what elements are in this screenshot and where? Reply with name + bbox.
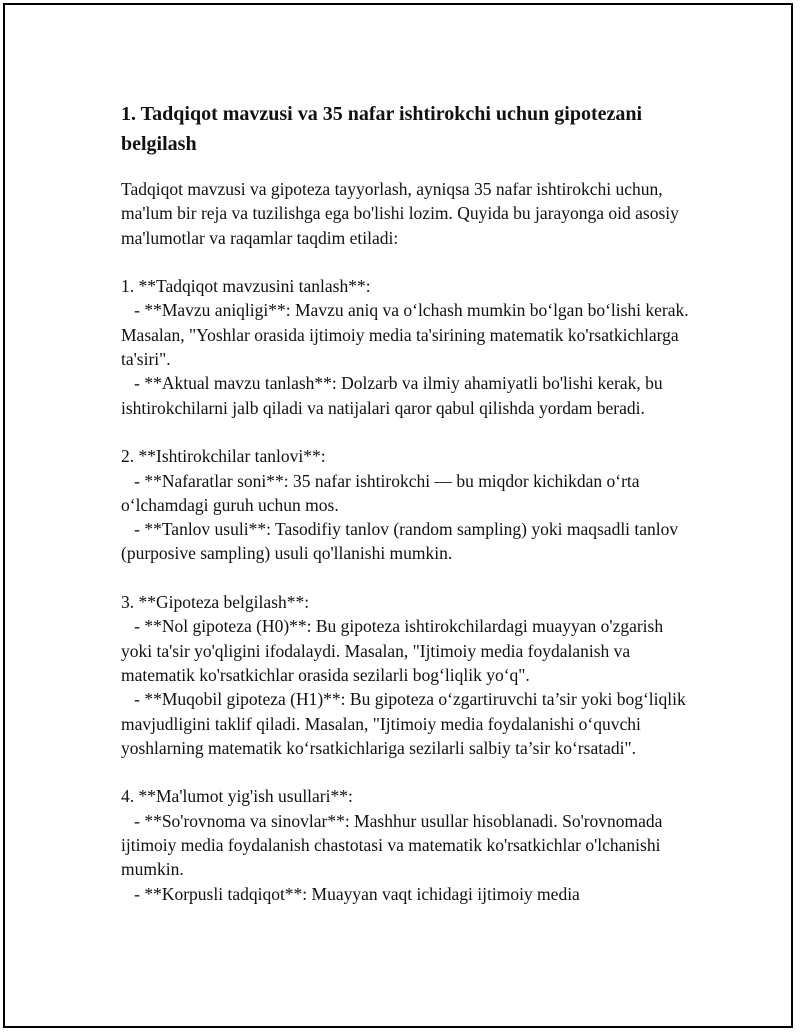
- document-page: [3, 3, 793, 1028]
- document-title: 1. Tadqiqot mavzusi va 35 nafar ishtirokchi uchun gipotezani belgilash: [121, 103, 643, 155]
- document-content: [121, 99, 693, 906]
- document-body: Tadqiqot mavzusi va gipoteza tayyorlash, ayniqsa 35 nafar ishtirokchi uchun, ma'lum bir reja va tuzilishga ega bo'lishi lozim. Quyida bu jarayonga oid asosiy ma'lumotlar va raqamlar taqdim etiladi: 1. **Tadqiqot mavzusini tanlash**: - **Mavzu aniqligi**: Mavzu aniq va o‘lchash mumkin bo‘lgan bo‘lishi kerak. Masalan, "Yoshlar orasida ijtimoiy media ta'sirining matematik ko'rsatkichlarga ta'siri". - **Aktual mavzu tanlash**: Dolzarb va ilmiy ahamiyatli bo'lishi kerak, bu ishtirokchilarni jalb qiladi va natijalari qaror qabul qilishda yordam beradi. 2. **Ishtirokchilar tanlovi**: - **Nafaratlar soni**: 35 nafar ishtirokchi — bu miqdor kichikdan o‘rta o‘lchamdagi guruh uchun mos. - **Tanlov usuli**: Tasodifiy tanlov (random sampling) yoki maqsadli tanlov (purposive sampling) usuli qo'llanishi mumkin. 3. **Gipoteza belgilash**: - **Nol gipoteza (H0)**: Bu gipoteza ishtirokchilardagi muayyan o'zgarish yoki ta'sir yo'qligini ifodalaydi. Masalan, "Ijtimoiy media foydalanish va matematik ko'rsatkichlar orasida sezilarli bog‘liqlik yo‘q". - **Muqobil gipoteza (H1)**: Bu gipoteza o‘zgartiruvchi ta’sir yoki bog‘liqlik mavjudligini taklif qiladi. Masalan, "Ijtimoiy media foydalanishi o‘quvchi yoshlarning matematik ko‘rsatkichlariga sezilarli salbiy ta’sir ko‘rsatadi". 4. **Ma'lumot yig'ish usullari**: - **So'rovnoma va sinovlar**: Mashhur usullar hisoblanadi. So'rovnomada ijtimoiy media foydalanish chastotasi va matematik ko'rsatkichlar o'lchanishi mumkin. - **Korpusli tadqiqot**: Muayyan vaqt ichidagi ijtimoiy media: [121, 179, 689, 904]
